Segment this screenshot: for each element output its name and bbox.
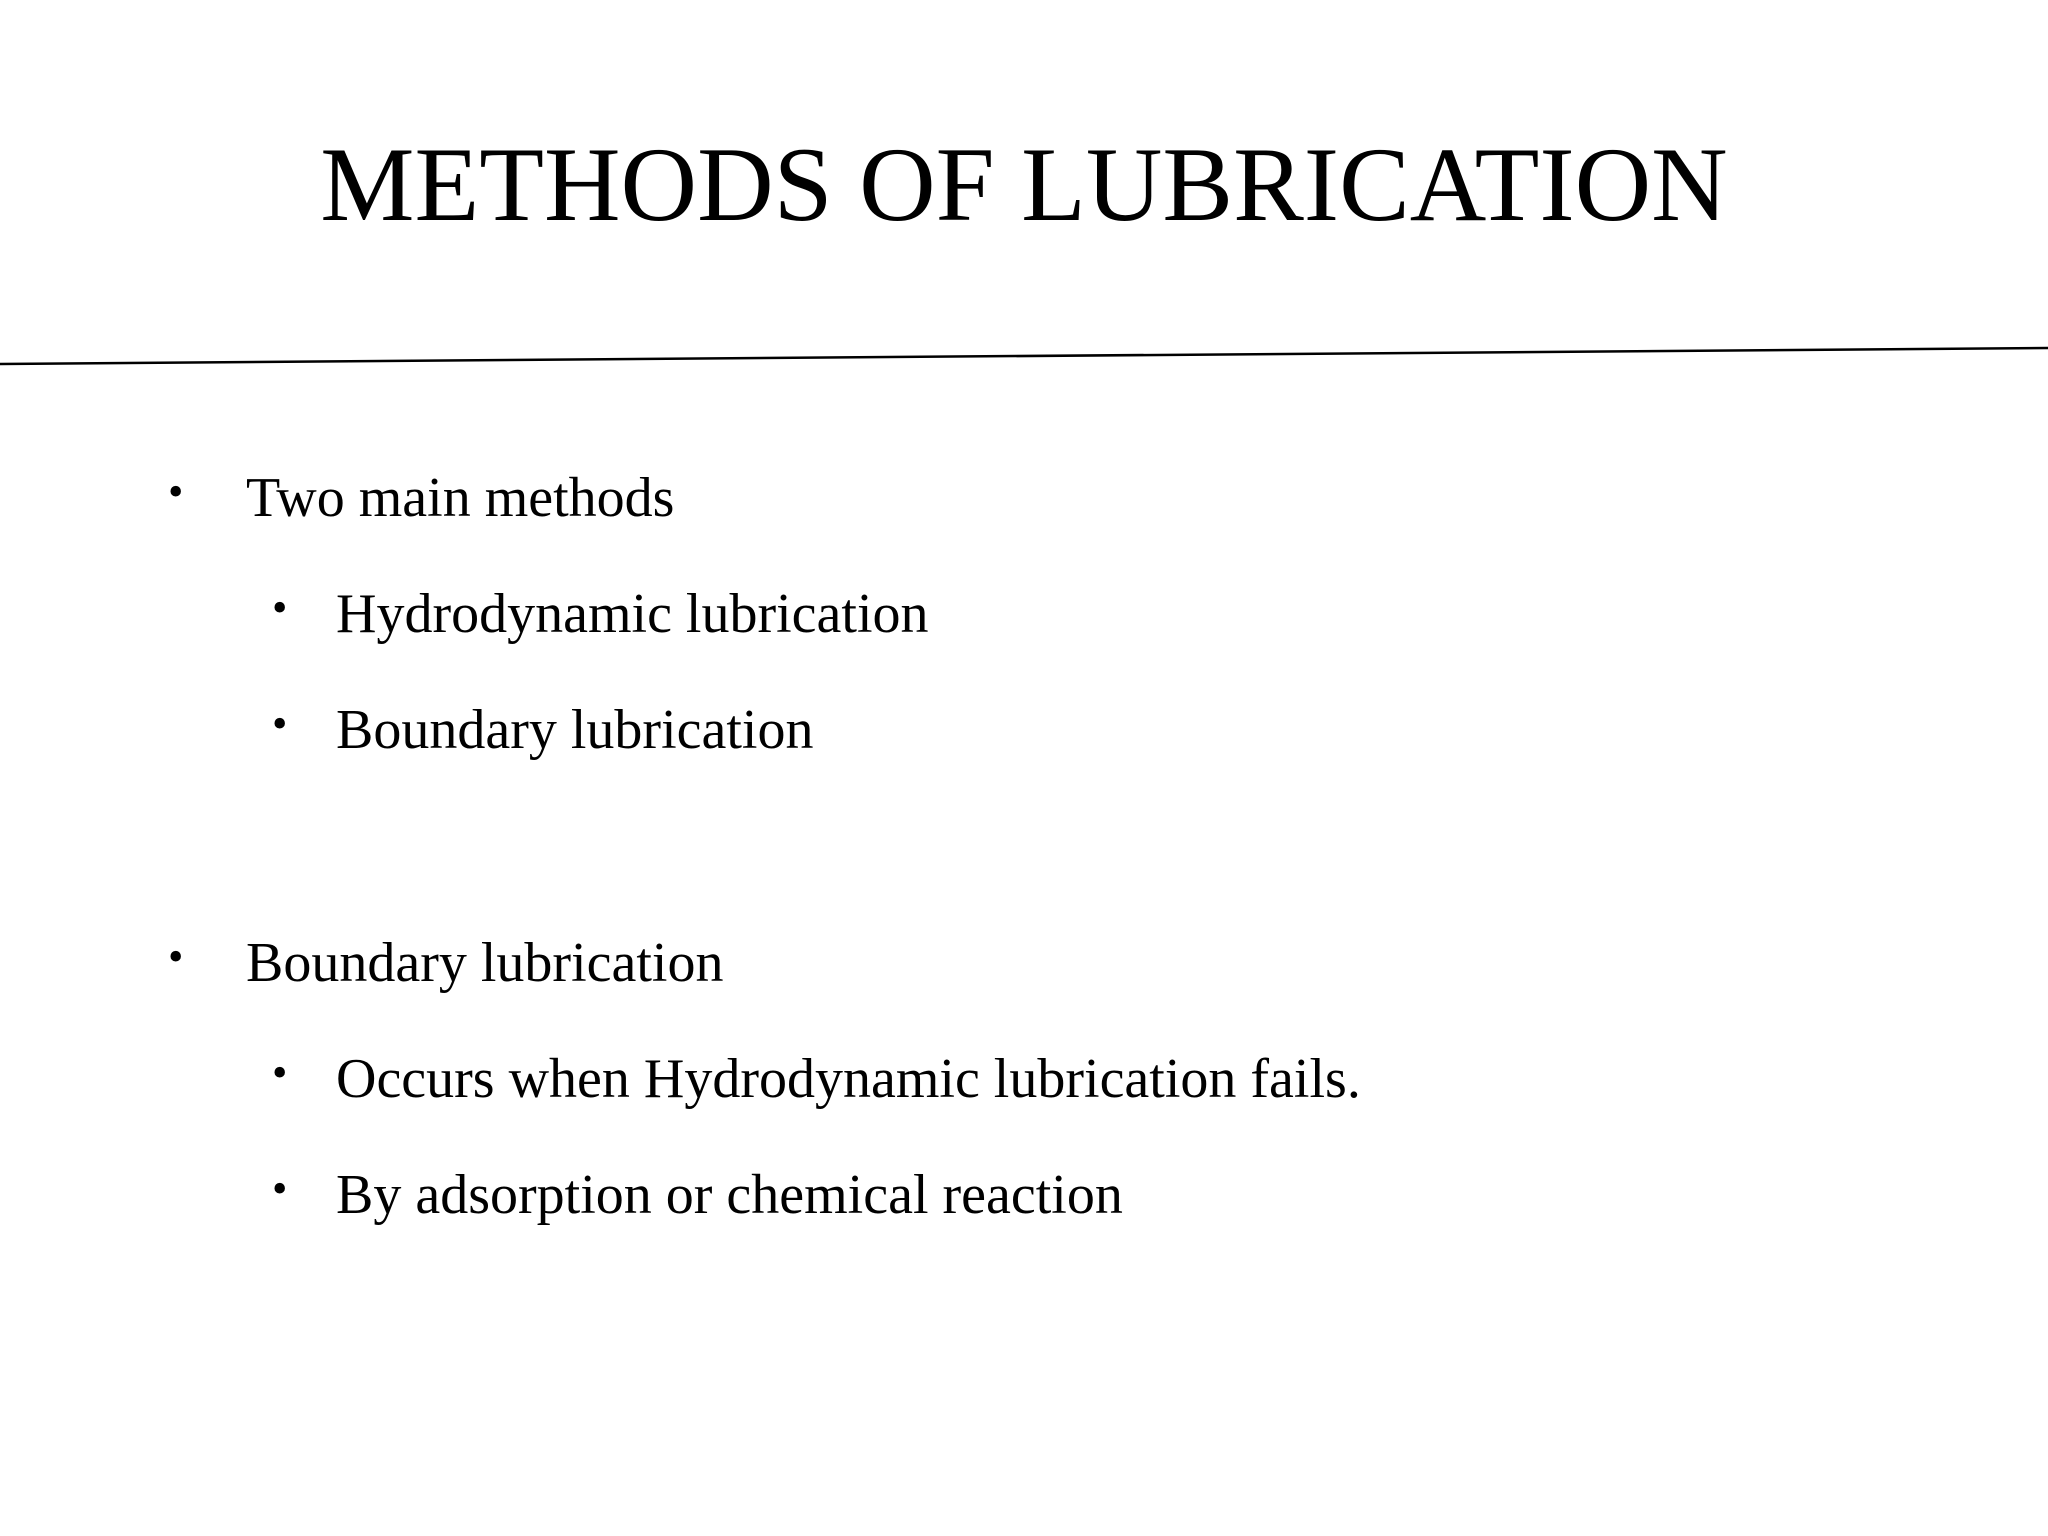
sub-bullet-1-2: Boundary lubrication (336, 699, 814, 761)
bullet-icon: • (272, 1048, 288, 1097)
sub-bullet-1-1: Hydrodynamic lubrication (336, 583, 929, 645)
bullet-heading-1: Two main methods (246, 467, 675, 529)
bullet-icon: • (272, 583, 288, 632)
bullet-icon: • (168, 467, 184, 516)
sub-bullet-2-2: By adsorption or chemical reaction (336, 1164, 1123, 1226)
bullet-icon: • (168, 932, 184, 981)
slide-title: METHODS OF LUBRICATION (320, 126, 1728, 243)
bullet-heading-2: Boundary lubrication (246, 932, 724, 994)
bullet-icon: • (272, 699, 288, 748)
title-divider-line (0, 340, 2048, 370)
bullet-icon: • (272, 1164, 288, 1213)
sub-bullet-2-1: Occurs when Hydrodynamic lubrication fails. (336, 1048, 1361, 1110)
